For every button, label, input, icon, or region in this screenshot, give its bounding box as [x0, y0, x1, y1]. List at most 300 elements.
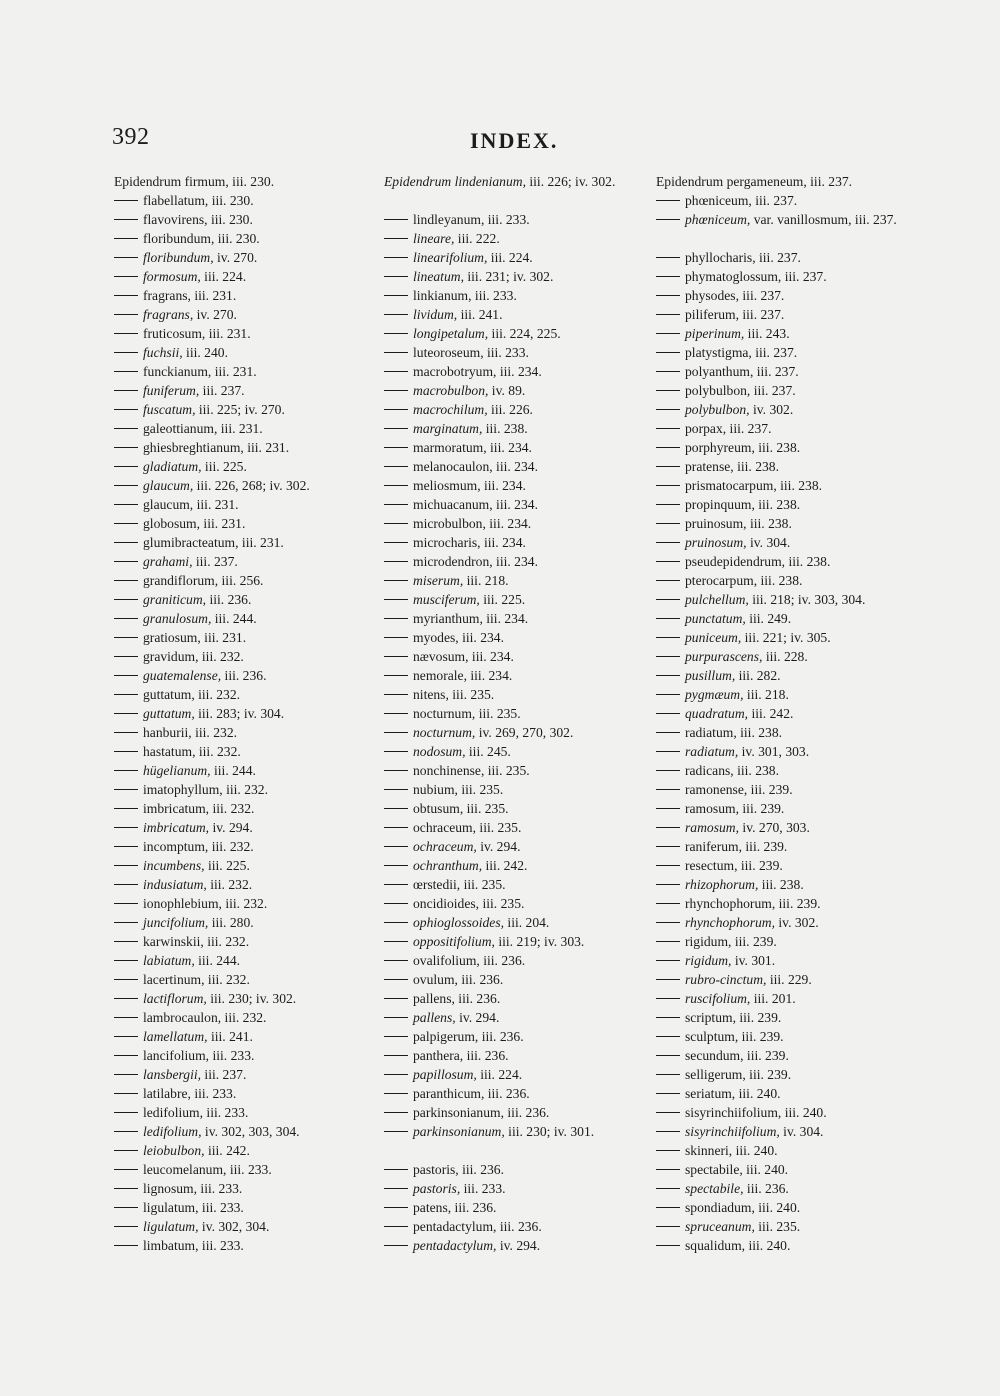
index-entry — [656, 913, 916, 932]
index-entry — [656, 514, 916, 533]
species-name: ochraceum, — [413, 820, 477, 835]
species-name: microbulbon, — [413, 516, 486, 531]
index-entry — [656, 305, 916, 324]
index-entry — [114, 191, 364, 210]
species-name: pygmæum, — [685, 687, 744, 702]
ditto-dash — [114, 504, 138, 505]
species-name: prismatocarpum, — [685, 478, 777, 493]
ditto-dash — [384, 998, 408, 999]
species-name: purpurascens, — [685, 649, 763, 664]
volume-page-reference: iv. 270. — [193, 307, 237, 322]
index-entry — [384, 514, 639, 533]
volume-page-reference: iv. 301, 303. — [738, 744, 810, 759]
species-name: lindleyanum, — [413, 212, 485, 227]
species-name: fuscatum, — [143, 402, 196, 417]
ditto-dash — [656, 599, 680, 600]
species-name: ligulatum, — [143, 1219, 199, 1234]
species-name: pseudepidendrum, — [685, 554, 786, 569]
species-name: pentadactylum, — [413, 1219, 497, 1234]
species-name: gladiatum, — [143, 459, 202, 474]
volume-page-reference: iii. 233. — [483, 345, 529, 360]
species-name: limbatum, — [143, 1238, 199, 1253]
ditto-dash — [114, 1055, 138, 1056]
index-entry — [384, 761, 639, 780]
index-entry — [384, 229, 639, 248]
index-entry — [384, 552, 639, 571]
volume-page-reference: iii. 234. — [468, 649, 514, 664]
species-name: sisyrinchiifolium, — [685, 1105, 782, 1120]
ditto-dash — [114, 409, 138, 410]
index-entry — [656, 704, 916, 723]
index-entry — [656, 362, 916, 381]
index-entry — [656, 381, 916, 400]
index-entry — [656, 1084, 916, 1103]
volume-page-reference: iv. 304. — [779, 1124, 824, 1139]
volume-page-reference: iii. 238. — [733, 459, 780, 474]
index-entry — [384, 590, 639, 609]
index-entry — [384, 571, 639, 590]
volume-page-reference: iii. 235. — [484, 763, 530, 778]
species-name: ochranthum, — [413, 858, 483, 873]
volume-page-reference: iii. 238. — [733, 763, 780, 778]
volume-page-reference: iii. 230; iv. 302. — [206, 991, 297, 1006]
ditto-dash — [114, 960, 138, 961]
index-entry — [384, 1198, 639, 1217]
index-entry — [656, 172, 916, 191]
index-entry — [114, 571, 364, 590]
index-entry — [656, 761, 916, 780]
index-entry — [656, 267, 916, 286]
species-name: polybulbon, — [685, 402, 750, 417]
index-entry — [384, 286, 639, 305]
index-entry — [384, 1084, 639, 1103]
index-entry — [114, 381, 364, 400]
index-entry — [114, 856, 364, 875]
index-entry — [656, 856, 916, 875]
ditto-dash — [656, 314, 680, 315]
ditto-dash — [656, 903, 680, 904]
volume-page-reference: iii. 231. — [243, 440, 290, 455]
species-name: spondiadum, — [685, 1200, 755, 1215]
index-entry — [656, 476, 916, 495]
ditto-dash — [114, 466, 138, 467]
index-entry — [114, 1084, 364, 1103]
species-name: musciferum, — [413, 592, 480, 607]
index-entry — [384, 267, 639, 286]
volume-page-reference: iv. 270, 303. — [739, 820, 810, 835]
volume-page-reference: iii. 239. — [739, 801, 785, 816]
index-entry — [114, 172, 364, 191]
volume-page-reference: iii. 237. — [738, 307, 785, 322]
species-name: œrstedii, — [413, 877, 461, 892]
species-name: longipetalum, — [413, 326, 489, 341]
volume-page-reference: iii. 236. — [743, 1181, 789, 1196]
index-entry — [384, 533, 639, 552]
ditto-dash — [656, 1093, 680, 1094]
ditto-dash — [384, 428, 408, 429]
index-entry — [114, 875, 364, 894]
index-entry — [384, 704, 639, 723]
index-column-3 — [656, 172, 916, 1255]
species-name: lactiflorum, — [143, 991, 207, 1006]
index-entry — [114, 970, 364, 989]
ditto-dash — [384, 1207, 408, 1208]
index-entry — [114, 1198, 364, 1217]
ditto-dash — [656, 713, 680, 714]
volume-page-reference: iii. 235. — [463, 801, 509, 816]
index-column-2 — [384, 172, 639, 1255]
index-entry — [384, 742, 639, 761]
index-entry — [384, 875, 639, 894]
volume-page-reference: iii. 236. — [221, 668, 267, 683]
ditto-dash — [114, 523, 138, 524]
ditto-dash — [384, 523, 408, 524]
species-name: karwinskii, — [143, 934, 204, 949]
index-entry — [114, 590, 364, 609]
index-entry — [656, 191, 916, 210]
species-name: macrobulbon, — [413, 383, 489, 398]
volume-page-reference: iii. 239. — [737, 858, 783, 873]
ditto-dash — [114, 865, 138, 866]
index-entry — [114, 552, 364, 571]
species-name: ligulatum, — [143, 1200, 199, 1215]
volume-page-reference: iii. 238. — [736, 725, 783, 740]
ditto-dash — [656, 1055, 680, 1056]
species-name: michuacanum, — [413, 497, 493, 512]
volume-page-reference: iii. 235. — [448, 687, 495, 702]
species-name: pentadactylum, — [413, 1238, 497, 1253]
species-name: radiatum, — [685, 744, 739, 759]
volume-page-reference: iii. 224. — [476, 1067, 523, 1082]
species-name: linkianum, — [413, 288, 472, 303]
volume-page-reference: iii. 233. — [198, 1238, 244, 1253]
ditto-dash — [114, 827, 138, 828]
index-entry — [114, 723, 364, 742]
index-entry — [114, 1008, 364, 1027]
ditto-dash — [114, 751, 138, 752]
volume-page-reference: iii. 238. — [785, 554, 831, 569]
ditto-dash — [656, 1150, 680, 1151]
ditto-dash — [384, 1131, 408, 1132]
index-entry — [384, 1008, 639, 1027]
volume-page-reference: iii. 237. — [192, 554, 238, 569]
ditto-dash — [384, 333, 408, 334]
species-name: ramonense, — [685, 782, 748, 797]
volume-page-reference: iii. 235. — [475, 706, 521, 721]
volume-page-reference: iii. 221; iv. 305. — [741, 630, 831, 645]
volume-page-reference: iii. 231; iv. 302. — [463, 269, 554, 284]
volume-page-reference: iv. 89. — [488, 383, 526, 398]
ditto-dash — [114, 732, 138, 733]
index-entry — [114, 1046, 364, 1065]
index-entry — [384, 723, 639, 742]
index-entry — [384, 457, 639, 476]
volume-page-reference: iii. 232. — [191, 725, 238, 740]
species-name: myodes, — [413, 630, 459, 645]
species-name: puniceum, — [685, 630, 742, 645]
ditto-dash — [656, 827, 680, 828]
species-name: latilabre, — [143, 1086, 191, 1101]
species-name: labiatum, — [143, 953, 195, 968]
index-entry — [656, 666, 916, 685]
volume-page-reference: iii. 237. — [726, 421, 772, 436]
index-entry — [656, 1103, 916, 1122]
species-name: lividum, — [413, 307, 458, 322]
index-entry — [384, 172, 639, 210]
index-entry — [384, 1103, 639, 1122]
species-name: lancifolium, — [143, 1048, 210, 1063]
index-entry — [656, 989, 916, 1008]
species-name: parkinsonianum, — [413, 1124, 505, 1139]
species-name: punctatum, — [685, 611, 746, 626]
ditto-dash — [114, 713, 138, 714]
species-name: lacertinum, — [143, 972, 205, 987]
species-name: pastoris, — [413, 1162, 459, 1177]
species-name: glumibracteatum, — [143, 535, 239, 550]
ditto-dash — [114, 580, 138, 581]
index-entry — [114, 229, 364, 248]
species-name: nodosum, — [413, 744, 466, 759]
ditto-dash — [114, 694, 138, 695]
species-name: papillosum, — [413, 1067, 477, 1082]
index-entry — [114, 286, 364, 305]
volume-page-reference: iii. 232. — [206, 877, 253, 892]
volume-page-reference: iii. 233. — [203, 1105, 249, 1120]
ditto-dash — [656, 1245, 680, 1246]
volume-page-reference: iii. 235. — [479, 896, 525, 911]
index-entry — [384, 1065, 639, 1084]
species-name: quadratum, — [685, 706, 749, 721]
ditto-dash — [384, 257, 408, 258]
volume-page-reference: iv. 294. — [496, 1238, 541, 1253]
species-name: raniferum, — [685, 839, 742, 854]
species-name: skinneri, — [685, 1143, 733, 1158]
index-entry — [656, 571, 916, 590]
species-name: imbricatum, — [143, 820, 210, 835]
species-name: imatophyllum, — [143, 782, 223, 797]
index-entry — [114, 438, 364, 457]
species-name: granulosum, — [143, 611, 212, 626]
index-entry — [384, 400, 639, 419]
volume-page-reference: iii. 237. — [781, 269, 827, 284]
index-entry — [384, 780, 639, 799]
volume-page-reference: iii. 240. — [182, 345, 228, 360]
volume-page-reference: iii. 238. — [754, 497, 801, 512]
index-entry — [114, 932, 364, 951]
volume-page-reference: iv. 302, 303, 304. — [201, 1124, 300, 1139]
ditto-dash — [114, 675, 138, 676]
ditto-dash — [656, 200, 680, 201]
ditto-dash — [114, 542, 138, 543]
species-name: polyanthum, — [685, 364, 754, 379]
species-name: microcharis, — [413, 535, 481, 550]
species-name: hastatum, — [143, 744, 196, 759]
volume-page-reference: iii. 218. — [743, 687, 789, 702]
ditto-dash — [384, 770, 408, 771]
index-entry — [384, 343, 639, 362]
volume-page-reference: iv. 302. — [749, 402, 794, 417]
species-name: marginatum, — [413, 421, 483, 436]
ditto-dash — [384, 922, 408, 923]
volume-page-reference: iii. 226; iv. 302. — [525, 174, 616, 189]
species-name: ramosum, — [685, 801, 739, 816]
index-entry — [384, 210, 639, 229]
index-entry — [384, 1179, 639, 1198]
volume-page-reference: iii. 238. — [746, 516, 792, 531]
species-name: porphyreum, — [685, 440, 755, 455]
volume-page-reference: iii. 233. — [190, 1086, 237, 1101]
ditto-dash — [656, 865, 680, 866]
ditto-dash — [656, 732, 680, 733]
ditto-dash — [114, 808, 138, 809]
volume-page-reference: iii. 234. — [492, 459, 538, 474]
volume-page-reference: iii. 239. — [735, 1010, 782, 1025]
ditto-dash — [656, 789, 680, 790]
volume-page-reference: iii. 218; iv. 303, 304. — [748, 592, 866, 607]
ditto-dash — [384, 618, 408, 619]
index-entry — [656, 533, 916, 552]
ditto-dash — [114, 618, 138, 619]
volume-page-reference: iii. 234. — [458, 630, 505, 645]
species-name: incumbens, — [143, 858, 205, 873]
species-name: fragrans, — [143, 288, 191, 303]
ditto-dash — [384, 561, 408, 562]
ditto-dash — [384, 694, 408, 695]
ditto-dash — [656, 884, 680, 885]
ditto-dash — [114, 352, 138, 353]
index-entry — [384, 970, 639, 989]
ditto-dash — [384, 352, 408, 353]
volume-page-reference: iii. 233. — [471, 288, 517, 303]
volume-page-reference: iii. 244. — [194, 953, 241, 968]
volume-page-reference: iii. 231. — [238, 535, 284, 550]
volume-page-reference: iii. 234. — [480, 478, 526, 493]
ditto-dash — [656, 219, 680, 220]
index-entry — [656, 1065, 916, 1084]
volume-page-reference: iii. 228. — [762, 649, 808, 664]
ditto-dash — [656, 1207, 680, 1208]
volume-page-reference: iii. 226. — [487, 402, 533, 417]
species-name: miserum, — [413, 573, 464, 588]
species-name: ochraceum, — [413, 839, 477, 854]
volume-page-reference: iv. 270. — [213, 250, 258, 265]
ditto-dash — [114, 1245, 138, 1246]
volume-page-reference: iii. 234. — [496, 364, 542, 379]
page-number: 392 — [112, 124, 150, 150]
species-name: hanburii, — [143, 725, 192, 740]
species-name: oppositifolium, — [413, 934, 495, 949]
index-entry — [384, 856, 639, 875]
volume-page-reference: iii. 234. — [466, 668, 513, 683]
running-head: INDEX. — [470, 128, 559, 153]
volume-page-reference: iv. 294. — [209, 820, 253, 835]
volume-page-reference: iii. 233. — [209, 1048, 255, 1063]
volume-page-reference: iii. 244. — [210, 763, 256, 778]
ditto-dash — [114, 447, 138, 448]
volume-page-reference: iii. 232. — [221, 1010, 267, 1025]
volume-page-reference: iii. 236. — [496, 1219, 542, 1234]
species-name: oncidioides, — [413, 896, 480, 911]
ditto-dash — [114, 637, 138, 638]
index-entry — [656, 1179, 916, 1198]
species-name: radicans, — [685, 763, 734, 778]
index-entry — [656, 799, 916, 818]
index-entry — [114, 305, 364, 324]
volume-page-reference: iii. 239. — [731, 934, 777, 949]
volume-page-reference: iii. 240. — [781, 1105, 827, 1120]
ditto-dash — [656, 276, 680, 277]
index-entry — [384, 609, 639, 628]
index-entry — [656, 419, 916, 438]
species-name: floribundum, — [143, 231, 215, 246]
volume-page-reference: iii. 234. — [486, 440, 532, 455]
index-entry — [384, 666, 639, 685]
volume-page-reference: iii. 240. — [732, 1143, 778, 1158]
ditto-dash — [114, 1188, 138, 1189]
index-entry — [114, 780, 364, 799]
index-entry — [384, 476, 639, 495]
species-name: selligerum, — [685, 1067, 746, 1082]
index-entry — [656, 780, 916, 799]
ditto-dash — [384, 979, 408, 980]
index-entry — [384, 324, 639, 343]
species-name: gravidum, — [143, 649, 199, 664]
ditto-dash — [656, 542, 680, 543]
volume-page-reference: iii. 256. — [218, 573, 264, 588]
volume-page-reference: iii. 236. — [478, 1029, 524, 1044]
volume-page-reference: iii. 225. — [204, 858, 250, 873]
species-name: nævosum, — [413, 649, 469, 664]
index-entry — [114, 666, 364, 685]
ditto-dash — [656, 1017, 680, 1018]
ditto-dash — [114, 314, 138, 315]
species-name: luteoroseum, — [413, 345, 484, 360]
ditto-dash — [656, 751, 680, 752]
index-entry — [114, 1160, 364, 1179]
index-entry — [656, 837, 916, 856]
volume-page-reference: iii. 230. — [208, 193, 254, 208]
ditto-dash — [384, 466, 408, 467]
species-name: piperinum, — [685, 326, 745, 341]
ditto-dash — [384, 732, 408, 733]
ditto-dash — [384, 656, 408, 657]
ditto-dash — [114, 599, 138, 600]
species-name: seriatum, — [685, 1086, 736, 1101]
volume-page-reference: iii. 238. — [482, 421, 528, 436]
species-name: pallens, — [413, 991, 455, 1006]
species-name: pterocarpum, — [685, 573, 758, 588]
volume-page-reference: iii. 224, 225. — [488, 326, 561, 341]
index-entry — [656, 552, 916, 571]
volume-page-reference: iii. 222. — [454, 231, 500, 246]
species-name: Epidendrum pergameneum, — [656, 174, 807, 189]
index-entry — [656, 723, 916, 742]
species-name: nocturnum, — [413, 706, 476, 721]
volume-page-reference: iii. 240. — [745, 1238, 791, 1253]
species-name: graniticum, — [143, 592, 207, 607]
volume-page-reference: iii. 231. — [205, 326, 251, 341]
ditto-dash — [656, 1188, 680, 1189]
ditto-dash — [114, 428, 138, 429]
ditto-dash — [114, 998, 138, 999]
species-name: phœniceum, — [685, 193, 752, 208]
volume-page-reference: iii. 235. — [476, 820, 522, 835]
index-entry — [114, 609, 364, 628]
volume-page-reference: iii. 229. — [766, 972, 812, 987]
volume-page-reference: iii. 239. — [745, 1067, 792, 1082]
index-entry — [384, 647, 639, 666]
index-entry — [384, 799, 639, 818]
